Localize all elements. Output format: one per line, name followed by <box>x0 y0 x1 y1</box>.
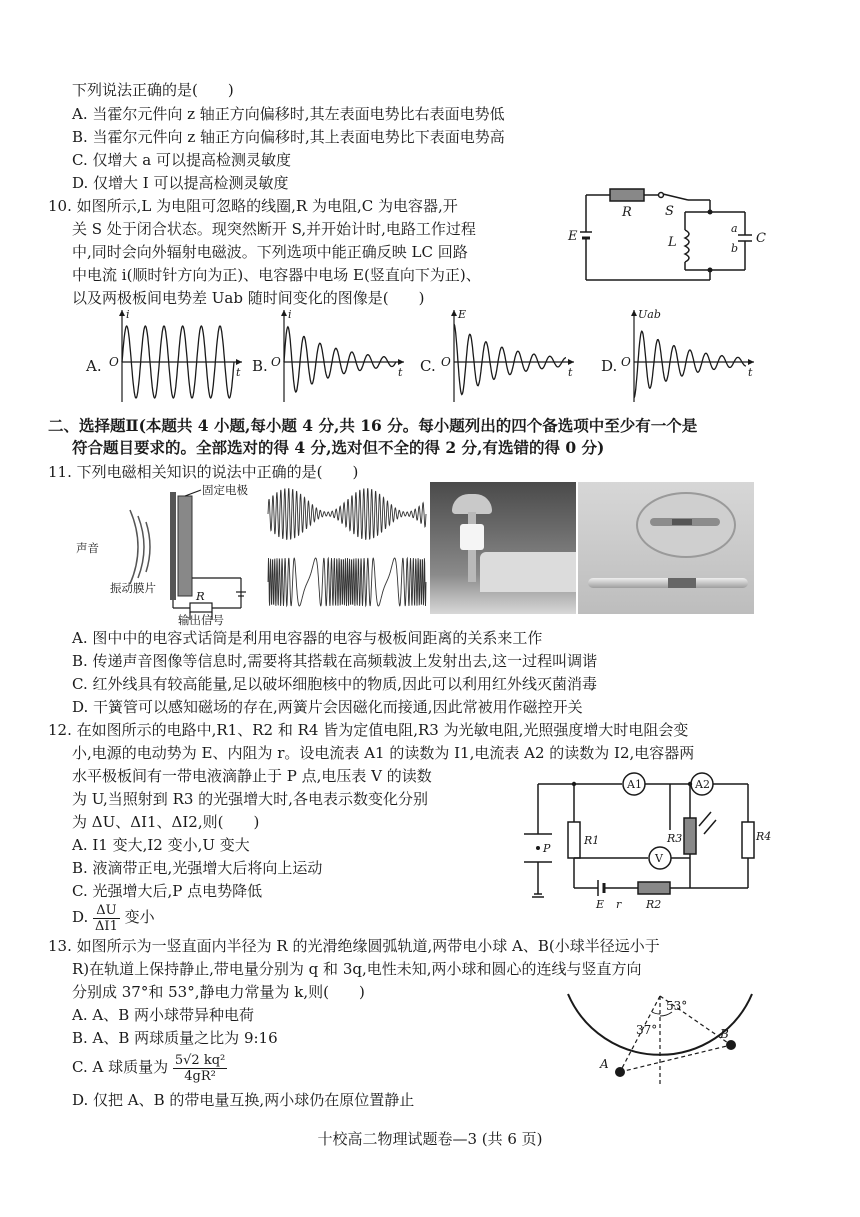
q12-label-p: P <box>543 842 551 855</box>
q12-label-r4: R4 <box>756 830 772 843</box>
q12-circuit-diagram <box>516 770 772 915</box>
q12-label-e: E <box>596 898 605 911</box>
q12-label-r3: R3 <box>667 832 683 845</box>
q13-option-c-prefix: C. A 球质量为 <box>72 1058 169 1076</box>
q12-line-4: 为 U,当照射到 R3 的光强增大时,各电表示数变化分别 <box>72 790 428 808</box>
circuit-label-l: L <box>668 235 677 250</box>
page-footer: 十校高二物理试题卷—3 (共 6 页) <box>317 1130 543 1148</box>
graph-origin-label: O <box>441 355 451 369</box>
section2-heading-line-2: 符合题目要求的。全部选对的得 4 分,选对但不全的得 2 分,有选错的得 0 分) <box>72 438 605 457</box>
q10-line-4: 中电流 i(顺时针方向为正)、电容器中电场 E(竖直向下为正)、 <box>72 266 481 284</box>
graph-x-label: t <box>398 366 403 379</box>
wave-curve <box>268 488 426 540</box>
q11-stem: 11. 下列电磁相关知识的说法中正确的是( ) <box>48 463 359 481</box>
oscillation-curve <box>634 331 746 398</box>
q11-label-membrane: 振动膜片 <box>110 581 156 595</box>
q12-option-d-fraction <box>93 903 120 934</box>
q10-line-3: 中,同时会向外辐射电磁波。下列选项中能正确反映 LC 回路 <box>72 243 468 261</box>
q12-label-a1: A1 <box>627 778 642 791</box>
q9-stem: 下列说法正确的是( ) <box>72 81 234 99</box>
q13-ball-a-label: A <box>600 1057 609 1071</box>
q11-option-a: A. 图中中的电容式话筒是利用电容器的电容与极板间距离的关系来工作 <box>72 629 543 647</box>
section2-heading-line-1: 二、选择题Ⅱ(本题共 4 小题,每小题 4 分,共 16 分。每小题列出的四个备选项中至少有一个是 <box>48 416 698 435</box>
q11-modulated-wave-am <box>268 484 428 544</box>
q13-option-a: A. A、B 两小球带异种电荷 <box>72 1006 254 1024</box>
q10-graph-a <box>108 306 248 406</box>
q13-angle-b-label: 53° <box>666 999 688 1013</box>
q11-infrared-lamp-photo <box>430 482 576 614</box>
circuit-label-s: S <box>665 204 674 219</box>
q13-ball-b-label: B <box>720 1027 729 1041</box>
graph-x-label: t <box>748 366 753 379</box>
q10-graph-d <box>620 306 760 406</box>
circuit-label-c: C <box>756 231 766 246</box>
q12-label-v: V <box>655 852 663 865</box>
q12-option-a: A. I1 变大,I2 变小,U 变大 <box>72 836 250 854</box>
graph-origin-label: O <box>271 355 281 369</box>
q10-line-5: 以及两极板间电势差 Uab 随时间变化的图像是( ) <box>72 289 425 307</box>
graph-x-label: t <box>236 366 241 379</box>
q12-line-2: 小,电源的电动势为 E、内阻为 r。设电流表 A1 的读数为 I1,电流表 A2 的读数为 I2,电容器两 <box>72 744 695 762</box>
q10-lc-circuit-diagram <box>560 180 780 300</box>
q11-modulated-wave-fm <box>268 552 428 612</box>
wave-curve <box>268 558 426 606</box>
circuit-label-a: a <box>731 222 738 235</box>
q10-graph-b <box>270 306 410 406</box>
q12-option-c: C. 光强增大后,P 点电势降低 <box>72 882 263 900</box>
q9-option-c: C. 仅增大 a 可以提高检测灵敏度 <box>72 151 291 169</box>
q10-line-2: 关 S 处于闭合状态。现突然断开 S,并开始计时,电路工作过程 <box>72 220 476 238</box>
graph-origin-label: O <box>109 355 119 369</box>
q12-label-r1: R1 <box>584 834 600 847</box>
q12-label-r2: R2 <box>646 898 662 911</box>
q10-graph-b-label: B. <box>252 357 268 375</box>
q12-option-d-prefix: D. <box>72 908 89 926</box>
q11-reed-switch-photo <box>578 482 754 614</box>
q13-line-3: 分别成 37°和 53°,静电力常量为 k,则( ) <box>72 983 365 1001</box>
q11-label-electrode: 固定电极 <box>202 483 248 497</box>
q12-line-5: 为 ΔU、ΔI1、ΔI2,则( ) <box>72 813 260 831</box>
graph-origin-label: O <box>621 355 631 369</box>
q13-line-1: 13. 如图所示为一竖直面内半径为 R 的光滑绝缘圆弧轨道,两带电小球 A、B(小球半径远小于 <box>48 937 660 955</box>
q12-label-r: r <box>616 898 622 911</box>
q13-line-2: R)在轨道上保持静止,带电量分别为 q 和 3q,电性未知,两小球和圆心的连线与竖直方向 <box>72 960 642 978</box>
q10-line-1: 10. 如图所示,L 为电阻可忽略的线圈,R 为电阻,C 为电容器,开 <box>48 197 458 215</box>
q10-graph-c <box>440 306 580 406</box>
q10-graph-a-label: A. <box>86 357 102 375</box>
q13-fraction-denominator: 4gR² <box>184 1068 216 1084</box>
q13-option-b: B. A、B 两球质量之比为 9:16 <box>72 1029 278 1047</box>
q13-option-c <box>72 1048 227 1086</box>
graph-y-label: E <box>458 308 467 321</box>
q13-option-c-fraction <box>173 1053 227 1084</box>
q11-option-c: C. 红外线具有较高能量,足以破坏细胞核中的物质,因此可以利用红外线灭菌消毒 <box>72 675 598 693</box>
graph-y-label: i <box>126 308 130 321</box>
q12-option-d-suffix: 变小 <box>124 908 155 926</box>
oscillation-curve <box>454 324 566 395</box>
q11-label-output: 输出信号 <box>178 613 224 627</box>
graph-y-label: i <box>288 308 292 321</box>
q12-line-1: 12. 在如图所示的电路中,R1、R2 和 R4 皆为定值电阻,R3 为光敏电阻,光照强度增大时电阻会变 <box>48 721 689 739</box>
q11-label-sound: 声音 <box>76 541 99 555</box>
q12-label-a2: A2 <box>695 778 710 791</box>
q11-microphone-diagram <box>76 482 262 627</box>
oscillation-curve <box>284 327 396 392</box>
q9-option-a: A. 当霍尔元件向 z 轴正方向偏移时,其左表面电势比右表面电势低 <box>72 105 505 123</box>
q10-graph-c-label: C. <box>420 357 436 375</box>
q13-option-d: D. 仅把 A、B 的带电量互换,两小球仍在原位置静止 <box>72 1091 415 1109</box>
q12-fraction-numerator: ΔU <box>93 903 120 919</box>
circuit-label-r: R <box>622 205 632 220</box>
q13-arc-track-diagram <box>560 990 760 1100</box>
q11-label-r: R <box>196 589 205 603</box>
graph-x-label: t <box>568 366 573 379</box>
q10-graph-d-label: D. <box>601 357 618 375</box>
circuit-label-e: E <box>568 229 578 244</box>
q13-angle-a-label: 37° <box>636 1023 658 1037</box>
q12-option-b: B. 液滴带正电,光强增大后将向上运动 <box>72 859 323 877</box>
q9-option-d: D. 仅增大 I 可以提高检测灵敏度 <box>72 174 289 192</box>
circuit-label-b: b <box>731 242 739 255</box>
q11-option-b: B. 传递声音图像等信息时,需要将其搭载在高频载波上发射出去,这一过程叫调谐 <box>72 652 598 670</box>
q12-line-3: 水平极板间有一带电液滴静止于 P 点,电压表 V 的读数 <box>72 767 432 785</box>
q11-option-d: D. 干簧管可以感知磁场的存在,两簧片会因磁化而接通,因此常被用作磁控开关 <box>72 698 583 716</box>
q9-option-b: B. 当霍尔元件向 z 轴正方向偏移时,其上表面电势比下表面电势高 <box>72 128 505 146</box>
q12-option-d <box>72 900 155 934</box>
graph-y-label: Uab <box>638 308 661 321</box>
q13-fraction-numerator: 5√2 kq² <box>174 1052 226 1068</box>
q12-fraction-denominator: ΔI1 <box>95 918 118 934</box>
